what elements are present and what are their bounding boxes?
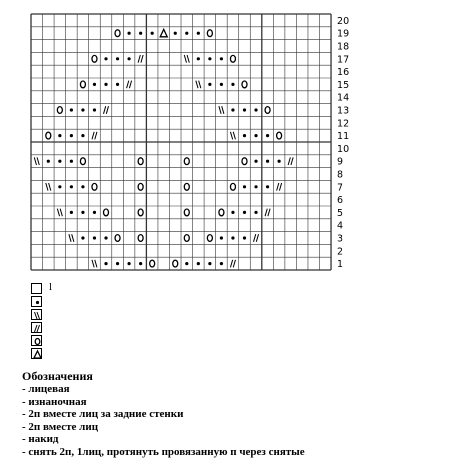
- k2tog-symbol-box: [31, 322, 42, 333]
- purl-stitch: [104, 236, 107, 239]
- purl-stitch: [278, 160, 281, 163]
- purl-stitch: [243, 108, 246, 111]
- k2tog-tbl-stitch: [57, 209, 62, 217]
- purl-stitch: [185, 32, 188, 35]
- purl-stitch: [47, 160, 50, 163]
- purl-stitch: [127, 262, 130, 265]
- purl-stitch: [254, 211, 257, 214]
- row-number: 8: [337, 169, 344, 181]
- yarn-over-stitch: [80, 81, 85, 88]
- purl-stitch: [104, 57, 107, 60]
- purl-stitch: [81, 185, 84, 188]
- purl-stitch: [70, 160, 73, 163]
- legend-knit-label: l: [49, 281, 53, 293]
- purl-stitch: [151, 32, 154, 35]
- purl-stitch: [127, 57, 130, 60]
- yarn-over-stitch: [242, 81, 247, 88]
- purl-stitch: [70, 108, 73, 111]
- purl-stitch: [231, 236, 234, 239]
- k2tog-stitch: [127, 81, 132, 89]
- s2kp-stitch: [160, 29, 167, 36]
- purl-stitch: [116, 57, 119, 60]
- k2tog-tbl-stitch: [69, 234, 74, 242]
- key-line-yarn-over: - накид: [22, 433, 59, 446]
- row-number: 15: [337, 79, 350, 91]
- row-number: 6: [337, 195, 344, 207]
- k2tog-stitch: [265, 209, 270, 217]
- purl-stitch: [254, 134, 257, 137]
- purl-stitch: [174, 32, 177, 35]
- yarn-over-stitch: [80, 158, 85, 165]
- purl-stitch: [254, 185, 257, 188]
- purl-stitch: [93, 236, 96, 239]
- purl-stitch: [81, 108, 84, 111]
- knit-symbol-box: [31, 283, 42, 294]
- key-line-k2tog: - 2п вместе лиц: [22, 420, 99, 433]
- purl-stitch: [185, 262, 188, 265]
- k2tog-tbl-stitch: [34, 157, 39, 165]
- key-line-purl: - изнаночная: [22, 395, 87, 408]
- row-number: 2: [337, 246, 344, 258]
- row-number: 16: [337, 67, 350, 79]
- k2tog-stitch: [254, 234, 259, 242]
- purl-stitch: [70, 134, 73, 137]
- key-line-s2kp: - снять 2п, 1лиц, протянуть провязанную п через снятые: [22, 445, 305, 458]
- purl-stitch: [243, 211, 246, 214]
- purl-stitch: [220, 236, 223, 239]
- k2tog-tbl-stitch: [46, 183, 51, 191]
- purl-stitch: [139, 262, 142, 265]
- purl-stitch: [127, 32, 130, 35]
- yarn-over-stitch: [138, 209, 143, 216]
- purl-stitch: [58, 134, 61, 137]
- k2tog-stitch: [138, 55, 143, 63]
- legend-purl: [31, 296, 231, 309]
- purl-stitch: [208, 83, 211, 86]
- yarn-over-stitch: [230, 183, 235, 190]
- row-number: 1: [337, 259, 344, 271]
- purl-stitch: [81, 134, 84, 137]
- purl-stitch: [254, 160, 257, 163]
- k2tog-stitch: [92, 132, 97, 140]
- k2tog-stitch: [230, 260, 235, 268]
- symbol-key: [22, 370, 462, 459]
- purl-stitch: [116, 262, 119, 265]
- row-number: 14: [337, 92, 350, 104]
- legend-k2tbl: [31, 309, 231, 322]
- yarn-over-stitch: [57, 107, 62, 114]
- row-number: 18: [337, 41, 350, 53]
- purl-stitch: [93, 211, 96, 214]
- purl-stitch: [93, 83, 96, 86]
- k2tog-stitch: [104, 106, 109, 114]
- legend-yarn-over: [31, 335, 231, 348]
- yarn-over-stitch: [138, 183, 143, 190]
- purl-stitch: [139, 32, 142, 35]
- yarn-over-stitch: [207, 30, 212, 37]
- purl-stitch: [81, 236, 84, 239]
- row-number: 4: [337, 220, 344, 232]
- row-number: 19: [337, 28, 350, 40]
- yarn-over-stitch: [138, 158, 143, 165]
- key-line-knit: - лицевая: [22, 383, 70, 395]
- yarn-over-stitch: [277, 132, 282, 139]
- purl-stitch: [81, 211, 84, 214]
- yarn-over-stitch: [92, 183, 97, 190]
- yarn-over-stitch: [92, 55, 97, 62]
- k2tog-tbl-stitch: [196, 81, 201, 89]
- legend-knit: [31, 283, 231, 296]
- k2tog-tbl-stitch: [230, 132, 235, 140]
- purl-stitch: [231, 108, 234, 111]
- row-number: 9: [337, 156, 344, 168]
- row-number: 20: [337, 15, 350, 27]
- yarn-over-symbol-box: [31, 335, 42, 346]
- purl-stitch: [116, 83, 119, 86]
- row-number: 7: [337, 182, 344, 194]
- key-line-k2tbl: - 2п вместе лиц за задние стенки: [22, 408, 184, 421]
- purl-stitch: [104, 262, 107, 265]
- row-number: 12: [337, 118, 350, 130]
- row-number: 3: [337, 233, 344, 245]
- k2tog-tbl-stitch: [184, 55, 189, 63]
- purl-stitch: [104, 83, 107, 86]
- purl-stitch: [220, 83, 223, 86]
- purl-stitch: [70, 185, 73, 188]
- purl-stitch: [243, 185, 246, 188]
- purl-stitch: [243, 236, 246, 239]
- purl-stitch: [231, 83, 234, 86]
- k2tog-stitch: [288, 157, 293, 165]
- yarn-over-stitch: [115, 235, 120, 242]
- yarn-over-stitch: [184, 183, 189, 190]
- k2tog-tbl-stitch: [92, 260, 97, 268]
- purl-stitch: [208, 262, 211, 265]
- chart-grid: [31, 14, 331, 270]
- purl-stitch: [254, 108, 257, 111]
- yarn-over-stitch: [184, 235, 189, 242]
- yarn-over-stitch: [184, 158, 189, 165]
- yarn-over-stitch: [230, 55, 235, 62]
- purl-stitch: [266, 185, 269, 188]
- row-number: 17: [337, 54, 350, 66]
- s2kp-symbol-box: [31, 348, 42, 359]
- purl-stitch: [220, 262, 223, 265]
- purl-stitch: [231, 211, 234, 214]
- yarn-over-stitch: [265, 107, 270, 114]
- k2tog-stitch: [277, 183, 282, 191]
- row-number: 11: [337, 131, 350, 143]
- purl-stitch: [58, 185, 61, 188]
- purl-stitch: [208, 57, 211, 60]
- yarn-over-stitch: [138, 235, 143, 242]
- yarn-over-stitch: [46, 132, 51, 139]
- yarn-over-stitch: [184, 209, 189, 216]
- purl-stitch: [58, 160, 61, 163]
- purl-symbol-box: [31, 296, 42, 307]
- purl-stitch: [266, 160, 269, 163]
- purl-stitch: [243, 134, 246, 137]
- purl-stitch: [197, 57, 200, 60]
- purl-stitch: [197, 262, 200, 265]
- legend-s2kp: [31, 348, 231, 361]
- yarn-over-stitch: [219, 209, 224, 216]
- purl-stitch: [197, 32, 200, 35]
- purl-stitch: [266, 134, 269, 137]
- yarn-over-stitch: [150, 260, 155, 267]
- legend-k2tog: [31, 322, 231, 335]
- yarn-over-stitch: [173, 260, 178, 267]
- row-number: 5: [337, 207, 344, 219]
- purl-stitch: [93, 108, 96, 111]
- k2tog-tbl-stitch: [219, 106, 224, 114]
- yarn-over-stitch: [207, 235, 212, 242]
- key-title: Обозначения: [22, 369, 93, 383]
- purl-stitch: [220, 57, 223, 60]
- k2tbl-symbol-box: [31, 309, 42, 320]
- purl-stitch: [70, 211, 73, 214]
- row-number: 13: [337, 105, 350, 117]
- yarn-over-stitch: [115, 30, 120, 37]
- yarn-over-stitch: [104, 209, 109, 216]
- row-number: 10: [337, 143, 350, 155]
- yarn-over-stitch: [242, 158, 247, 165]
